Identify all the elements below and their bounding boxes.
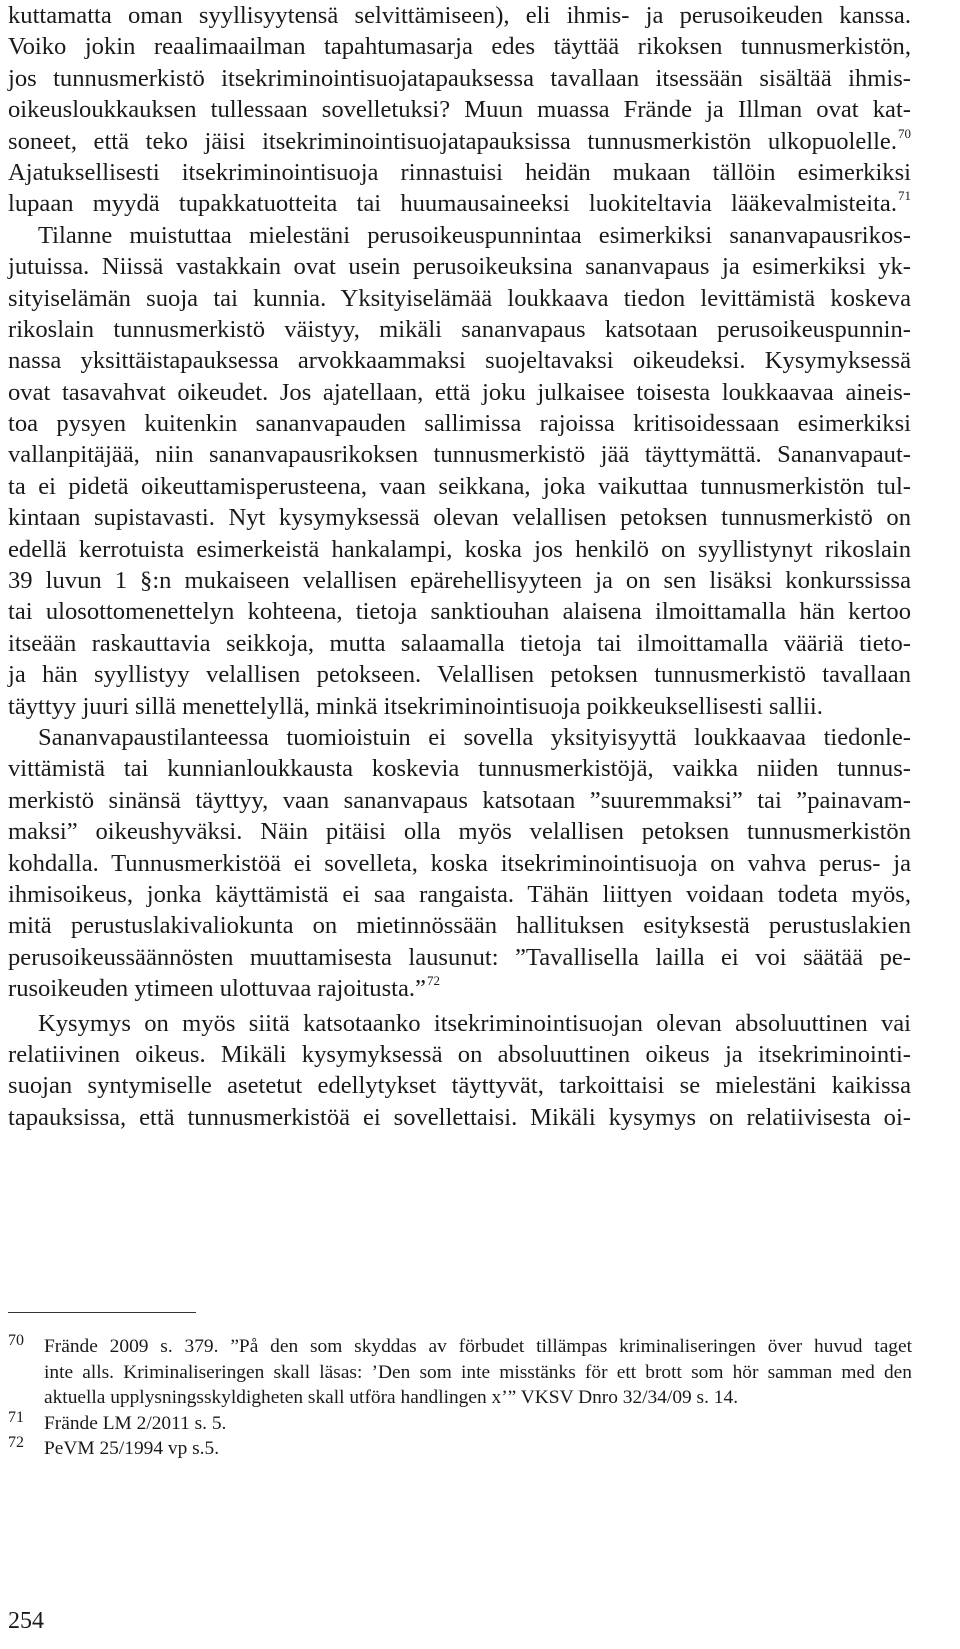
footnote — [8, 1436, 912, 1462]
text-line — [8, 439, 911, 470]
line-text: vallanpitäjää, niin sananvapausrikoksen tunnusmerkistö jää täyttymättä. Sananvapaut- — [8, 441, 911, 469]
line-text: ihmisoikeus, jonka käyttämistä ei saa rangaista. Tähän liittyen voidaan todeta myös, — [8, 880, 911, 908]
footnote-separator — [8, 1312, 196, 1313]
body-text — [8, 0, 911, 1133]
text-line — [8, 534, 911, 565]
text-line — [8, 816, 911, 847]
text-line — [8, 848, 911, 879]
line-text: toa pysyen kuitenkin sananvapauden sallimissa rajoissa kritisoidessaan esimerkiksi — [8, 410, 911, 438]
text-line — [8, 879, 911, 910]
footnote-reference: 72 — [426, 973, 440, 989]
line-text: nassa yksittäistapauksessa arvokkaammaksi suojeltavaksi oikeudeksi. Kysymyksessä — [8, 347, 911, 375]
text-line — [8, 31, 911, 62]
line-text: vittämistä tai kunnianloukkausta koskevia tunnusmerkistöjä, vaikka niiden tunnus- — [8, 755, 911, 783]
line-text: Sananvapaustilanteessa tuomioistuin ei sovella yksityisyyttä loukkaavaa tiedonle- — [38, 723, 911, 751]
text-line — [8, 753, 911, 784]
text-line — [8, 1070, 911, 1101]
text-line — [8, 596, 911, 627]
text-line — [8, 157, 911, 188]
line-text: jutuissa. Niissä vastakkain ovat usein perusoikeuksina sananvapaus ja esimerkiksi yk- — [8, 253, 911, 281]
text-line — [8, 408, 911, 439]
footnote-text-line: Frände 2009 s. 379. ”På den som skyddas av förbudet tillämpas kriminaliseringen över huvud taget — [44, 1336, 912, 1357]
text-line — [8, 377, 911, 408]
line-text: soneet, että teko jäisi itsekriminointisuojatapauksissa tunnusmerkistön ulkopuolelle. — [8, 127, 897, 155]
text-line — [8, 722, 911, 753]
line-text: lupaan myydä tupakkatuotteita tai huumausaineeksi luokiteltavia lääkevalmisteita. — [8, 190, 897, 218]
text-line — [8, 471, 911, 502]
paragraph — [8, 1008, 911, 1134]
text-line — [8, 565, 911, 596]
text-line — [8, 973, 911, 1004]
line-text: merkistö sinänsä täyttyy, vaan sananvapaus katsotaan ”suuremmaksi” tai ”painavam- — [8, 786, 911, 814]
line-text: täyttyy juuri sillä menettelyllä, minkä itsekriminointisuoja poikkeuksellisesti sallii. — [8, 692, 823, 720]
line-text: ja hän syyllistyy velallisen petokseen. Velallisen petoksen tunnusmerkistö tavallaan — [8, 661, 911, 689]
line-text: Voiko jokin reaalimaailman tapahtumasarja edes täyttää rikoksen tunnusmerkistön, — [8, 33, 911, 61]
line-text: ovat tasavahvat oikeudet. Jos ajatellaan, että joku julkaisee toisesta loukkaavaa aineis- — [8, 378, 911, 406]
line-text: sityiselämän suoja tai kunnia. Yksityiselämää loukkaava tiedon levittämistä koskeva — [8, 284, 911, 312]
text-line — [8, 94, 911, 125]
footnote-number: 72 — [8, 1434, 24, 1451]
text-line — [8, 1008, 911, 1039]
footnote-reference: 70 — [898, 125, 911, 141]
footnote — [8, 1334, 912, 1411]
line-text: kohdalla. Tunnusmerkistöä ei sovelleta, koska itsekriminointisuoja on vahva perus- ja — [8, 849, 911, 877]
line-text: 39 luvun 1 §:n mukaiseen velallisen epärehellisyyteen ja on sen lisäksi konkurssissa — [8, 567, 911, 595]
line-text: relatiivinen oikeus. Mikäli kysymyksessä on absoluuttinen oikeus ja itsekriminointi- — [8, 1040, 911, 1068]
paragraph — [8, 722, 911, 1005]
text-line — [8, 63, 911, 94]
text-line — [8, 942, 911, 973]
footnote — [8, 1408, 912, 1437]
line-text: tapauksissa, että tunnusmerkistöä ei sovellettaisi. Mikäli kysymys on relatiivisesta oi- — [8, 1103, 911, 1131]
text-line — [8, 283, 911, 314]
footnote-text-line: aktuella upplysningsskyldigheten skall utföra handlingen x’” VKSV Dnro 32/34/09 s. 14. — [44, 1387, 739, 1408]
footnote-reference: 71 — [898, 188, 911, 204]
footnote-number: 70 — [8, 1332, 24, 1349]
text-line — [8, 659, 911, 690]
line-text: jos tunnusmerkistö itsekriminointisuojatapauksessa tavallaan itsessään sisältää ihmis- — [8, 64, 911, 92]
line-text: Ajatuksellisesti itsekriminointisuoja rinnastuisi heidän mukaan tällöin esimerkiksi — [8, 158, 911, 186]
text-line — [8, 0, 911, 31]
text-line — [8, 345, 911, 376]
line-text: suojan syntymiselle asetetut edellytykset täyttyvät, tarkoittaisi se mielestäni kaikissa — [8, 1072, 911, 1100]
footnote-number: 71 — [8, 1408, 24, 1426]
text-line — [8, 1039, 911, 1070]
line-text: Tilanne muistuttaa mielestäni perusoikeuspunnintaa esimerkiksi sananvapausrikos- — [38, 221, 911, 249]
footnote-text-line: Frände LM 2/2011 s. 5. — [44, 1412, 227, 1434]
text-line — [8, 910, 911, 941]
line-text: maksi” oikeushyväksi. Näin pitäisi olla myös velallisen petoksen tunnusmerkistön — [8, 818, 911, 846]
line-text: kuttamatta oman syyllisyytensä selvittämiseen), eli ihmis- ja perusoikeuden kanssa. — [8, 2, 911, 29]
text-line — [8, 691, 911, 722]
footnote-text-line: inte alls. Kriminaliseringen skall läsas: ’Den som inte misstänks för ett brott som hör samman med den — [44, 1361, 912, 1383]
text-line — [8, 126, 911, 157]
line-text: tai ulosottomenettelyn kohteena, tietoja sanktiouhan alaisena ilmoittamalla hän kertoo — [8, 598, 911, 626]
line-text: edellä kerrotuista esimerkeistä hankalampi, koska jos henkilö on syyllistynyt rikoslain — [8, 535, 911, 563]
text-line — [8, 188, 911, 219]
text-line — [8, 251, 911, 282]
line-text: Kysymys on myös siitä katsotaanko itsekriminointisuojan olevan absoluuttinen vai — [38, 1009, 911, 1037]
line-text: perusoikeussäännösten muuttamisesta lausunut: ”Tavallisella lailla ei voi säätää pe- — [8, 943, 911, 971]
text-line — [8, 785, 911, 816]
footnote-text-line: PeVM 25/1994 vp s.5. — [44, 1438, 220, 1459]
line-text: ta ei pidetä oikeuttamisperusteena, vaan seikkana, joka vaikuttaa tunnusmerkistön tul- — [8, 472, 911, 500]
text-line — [8, 314, 911, 345]
text-line — [8, 628, 911, 659]
page-number: 254 — [8, 1608, 44, 1634]
line-text: kintaan supistavasti. Nyt kysymyksessä olevan velallisen petoksen tunnusmerkistö on — [8, 504, 911, 532]
text-line — [8, 220, 911, 251]
line-text: itseään raskauttavia seikkoja, mutta salaamalla tietoja tai ilmoittamalla vääriä tieto- — [8, 629, 911, 657]
footnotes — [8, 1334, 912, 1462]
line-text: rusoikeuden ytimeen ulottuvaa rajoitusta.” — [8, 975, 426, 1003]
text-line — [8, 1102, 911, 1133]
text-line — [8, 502, 911, 533]
line-text: oikeusloukkauksen tullessaan sovelletuksi? Muun muassa Frände ja Illman ovat kat- — [8, 96, 911, 124]
line-text: rikoslain tunnusmerkistö väistyy, mikäli sananvapaus katsotaan perusoikeuspunnin- — [8, 315, 911, 343]
paragraph — [8, 0, 911, 722]
line-text: mitä perustuslakivaliokunta on mietinnössään hallituksen esityksestä perustuslakien — [8, 912, 911, 940]
